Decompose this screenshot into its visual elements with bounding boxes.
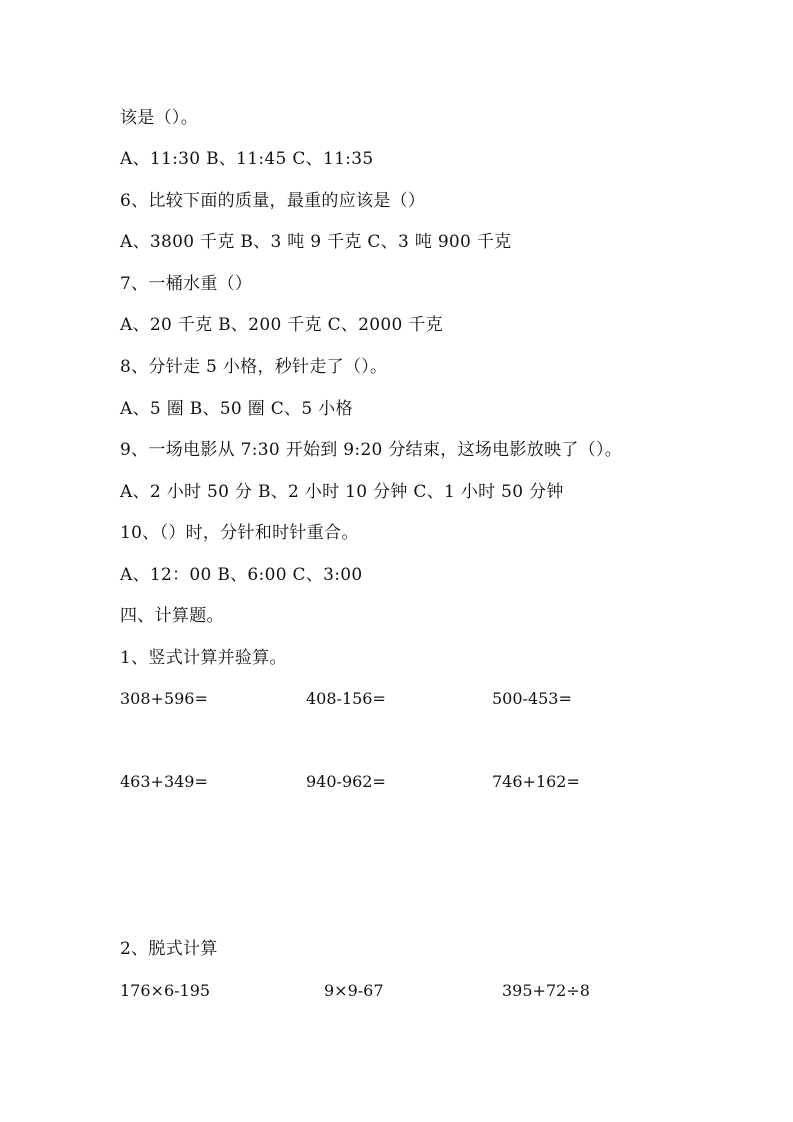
q10-options: A、12：00 B、6:00 C、3:00 xyxy=(120,565,363,585)
q7-options: A、20 千克 B、200 千克 C、2000 千克 xyxy=(120,315,443,335)
q9-options: A、2 小时 50 分 B、2 小时 10 分钟 C、1 小时 50 分钟 xyxy=(120,482,564,502)
calc-item: 500-453= xyxy=(492,689,572,708)
q8-text: 8、分针走 5 小格，秒针走了（）。 xyxy=(120,357,388,377)
q5-continuation: 该是（）。 xyxy=(120,108,198,128)
q6-options: A、3800 千克 B、3 吨 9 千克 C、3 吨 900 千克 xyxy=(120,232,512,252)
calc-item: 408-156= xyxy=(306,689,386,708)
q10-text: 10、（）时，分针和时针重合。 xyxy=(120,523,359,543)
q7-text: 7、一桶水重（） xyxy=(120,274,253,294)
calc-item: 940-962= xyxy=(306,772,386,791)
vertical-calc-title: 1、竖式计算并验算。 xyxy=(120,648,287,668)
stepwise-calc-row xyxy=(120,980,680,1002)
vertical-calc-row-2 xyxy=(120,771,680,793)
q5-options: A、11:30 B、11:45 C、11:35 xyxy=(120,149,374,169)
calc-item: 176×6-195 xyxy=(120,981,211,1000)
vertical-calc-row-1 xyxy=(120,688,680,710)
q6-text: 6、比较下面的质量，最重的应该是（） xyxy=(120,191,426,211)
q9-text: 9、一场电影从 7:30 开始到 9:20 分结束，这场电影放映了（）。 xyxy=(120,440,623,460)
section-four-title: 四、计算题。 xyxy=(120,606,224,626)
calc-item: 746+162= xyxy=(492,772,580,791)
calc-item: 463+349= xyxy=(120,772,208,791)
stepwise-calc-title: 2、脱式计算 xyxy=(120,939,218,959)
q8-options: A、5 圈 B、50 圈 C、5 小格 xyxy=(120,399,353,419)
calc-item: 395+72÷8 xyxy=(502,981,590,1000)
calc-item: 9×9-67 xyxy=(324,981,384,1000)
calc-item: 308+596= xyxy=(120,689,208,708)
